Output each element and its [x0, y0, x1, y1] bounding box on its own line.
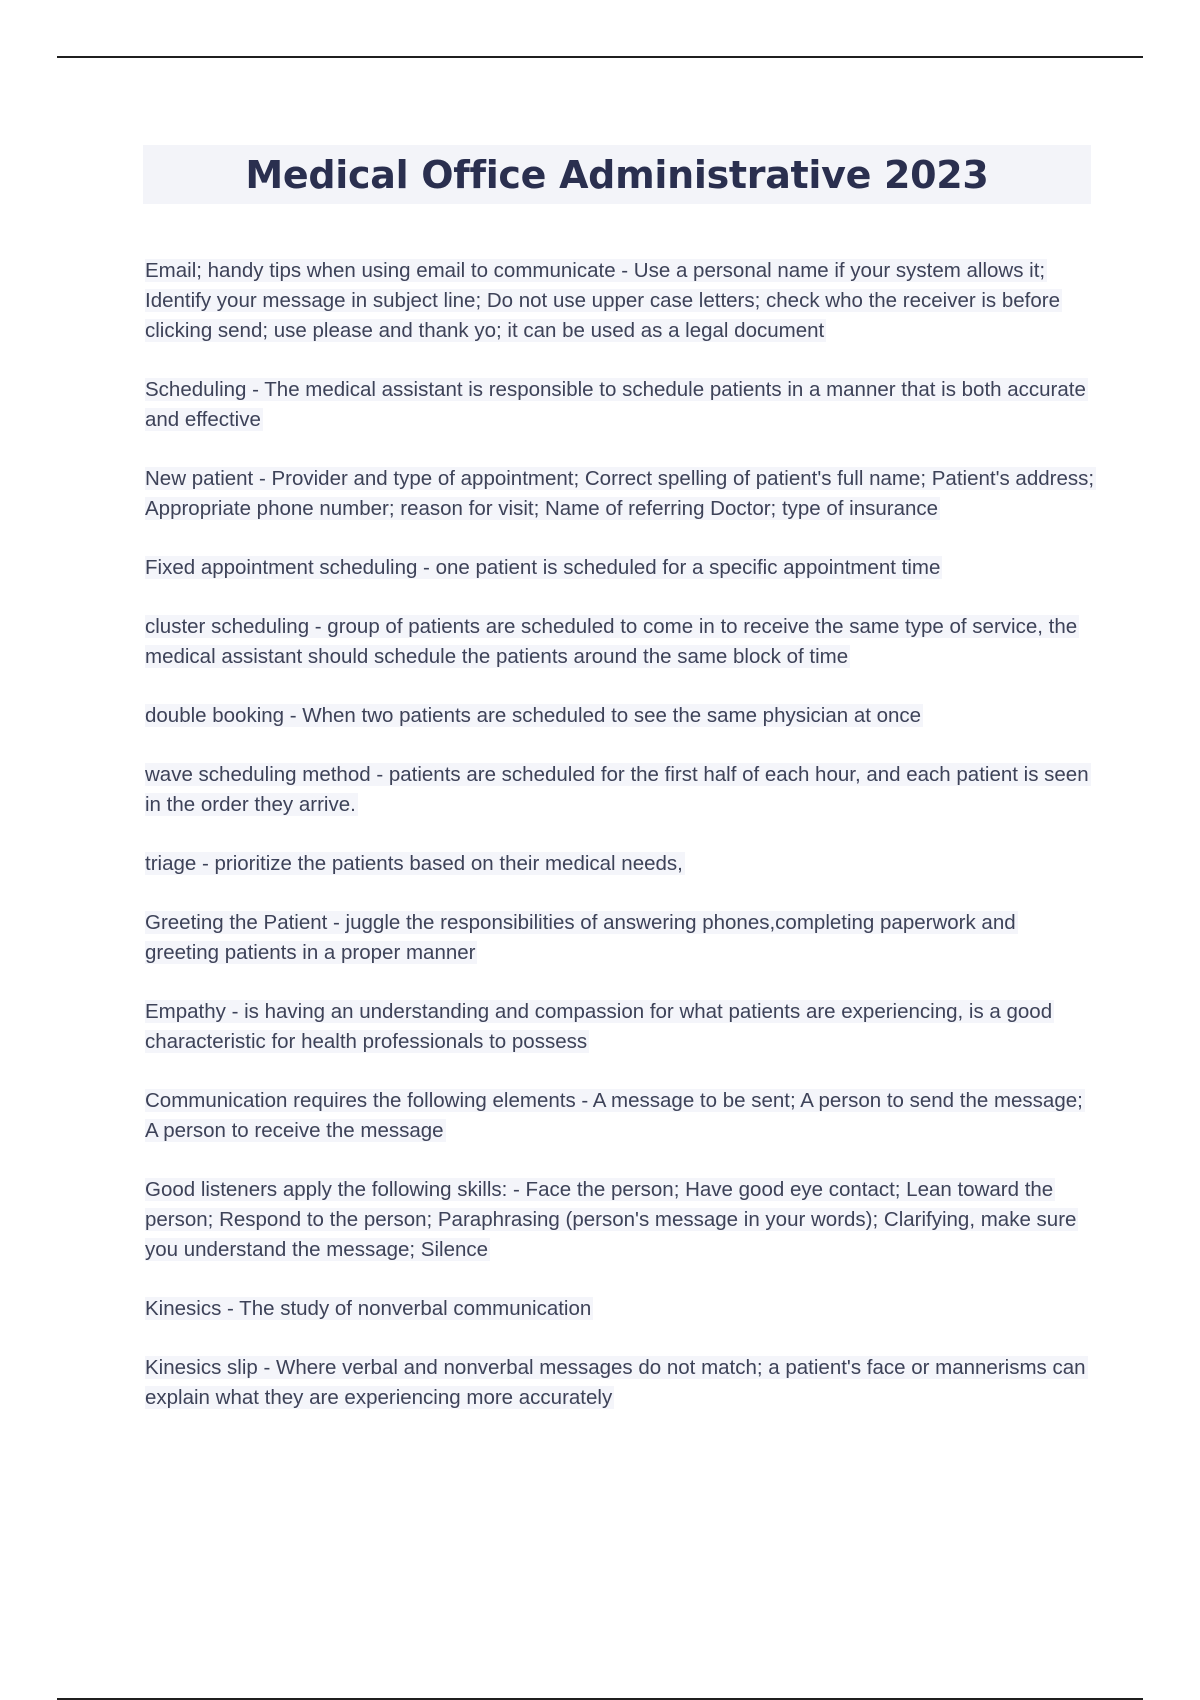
- flashcard-entry: [145, 612, 1095, 672]
- flashcard-entry: [145, 553, 1095, 583]
- document-title: Medical Office Administrative 2023: [245, 152, 989, 197]
- flashcard-entry: [145, 1353, 1095, 1413]
- entry-text: Scheduling - The medical assistant is responsible to schedule patients in a manner that is both accurate and effective: [145, 378, 1086, 431]
- entry-text: double booking - When two patients are scheduled to see the same physician at once: [145, 704, 922, 727]
- flashcard-entry: [145, 256, 1095, 346]
- flashcard-list: [145, 256, 1095, 1442]
- entry-text: Kinesics slip - Where verbal and nonverbal messages do not match; a patient's face or mannerisms can explain what they are experiencing more accurately: [145, 1356, 1086, 1409]
- entry-text: Greeting the Patient - juggle the responsibilities of answering phones,completing paperwork and greeting patients in a proper manner: [145, 911, 1016, 964]
- title-banner: [143, 145, 1091, 204]
- flashcard-entry: [145, 1294, 1095, 1324]
- entry-text: cluster scheduling - group of patients are scheduled to come in to receive the same type of service, the medical assistant should schedule the patients around the same block of time: [145, 615, 1078, 668]
- entry-text: Empathy - is having an understanding and compassion for what patients are experiencing, is a good characteristic for health professionals to possess: [145, 1000, 1053, 1053]
- flashcard-entry: [145, 375, 1095, 435]
- flashcard-entry: [145, 701, 1095, 731]
- flashcard-entry: [145, 997, 1095, 1057]
- entry-text: Kinesics - The study of nonverbal communication: [145, 1297, 592, 1320]
- flashcard-entry: [145, 760, 1095, 820]
- flashcard-entry: [145, 849, 1095, 879]
- entry-text: Email; handy tips when using email to communicate - Use a personal name if your system allows it; Identify your message in subject line; Do not use upper case letters; check who the receiver is before clicking send; use please and thank yo; it can be used as a legal document: [145, 259, 1061, 342]
- entry-text: New patient - Provider and type of appointment; Correct spelling of patient's full name; Patient's address; Appropriate phone number; reason for visit; Name of referring Doctor; type of insurance: [145, 467, 1095, 520]
- flashcard-entry: [145, 1086, 1095, 1146]
- entry-text: triage - prioritize the patients based on their medical needs,: [145, 852, 683, 875]
- entry-text: Communication requires the following elements - A message to be sent; A person to send the message; A person to receive the message: [145, 1089, 1083, 1142]
- flashcard-entry: [145, 464, 1095, 524]
- top-divider: [57, 56, 1143, 58]
- entry-text: Good listeners apply the following skills: - Face the person; Have good eye contact; Lean toward the person; Respond to the person; Paraphrasing (person's message in your words); Clarifying, make sure you understand the message; Silence: [145, 1178, 1077, 1261]
- entry-text: wave scheduling method - patients are scheduled for the first half of each hour, and each patient is seen in the order they arrive.: [145, 763, 1089, 816]
- flashcard-entry: [145, 908, 1095, 968]
- entry-text: Fixed appointment scheduling - one patient is scheduled for a specific appointment time: [145, 556, 941, 579]
- flashcard-entry: [145, 1175, 1095, 1265]
